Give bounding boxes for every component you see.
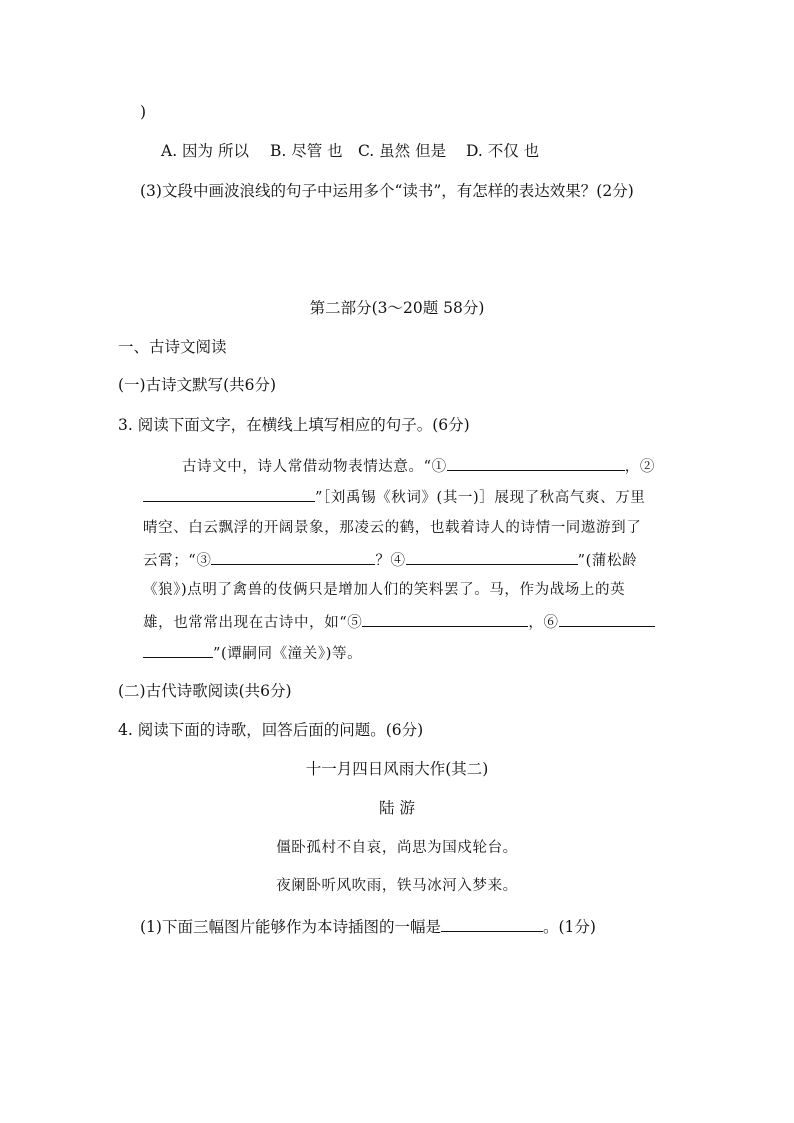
passage-line: ，② <box>624 459 655 475</box>
question-3: 3. 阅读下面文字，在横线上填写相应的句子。(6分) <box>118 416 470 434</box>
section-heading: 一、古诗文阅读 <box>118 338 227 356</box>
answer-blank-6-cont[interactable] <box>143 642 213 658</box>
passage-line: 古诗文中，诗人常借动物表情达意。“① <box>182 459 447 475</box>
question-4-sub-1: (1)下面三幅图片能够作为本诗插图的一幅是 <box>140 918 441 936</box>
option-d: D. 不仅 也 <box>466 142 540 160</box>
answer-blank-2[interactable] <box>143 486 315 502</box>
answer-blank-q4-1[interactable] <box>441 916 543 932</box>
passage-line: 云霄；“③ <box>143 553 212 569</box>
passage-line: ”［刘禹锡《秋词》(其一)］展现了秋高气爽、万里 <box>315 490 646 506</box>
question-4: 4. 阅读下面的诗歌，回答后面的问题。(6分) <box>118 721 424 739</box>
poem-author: 陆 游 <box>379 799 415 817</box>
option-b: B. 尽管 也 <box>270 142 343 160</box>
question-4-sub-1-end: 。(1分) <box>542 918 596 936</box>
subsection-heading-1: (一)古诗文默写(共6分) <box>118 376 277 394</box>
passage-line: 雄，也常常出现在古诗中，如“⑤ <box>143 615 363 631</box>
option-a: A. 因为 所以 <box>161 142 249 160</box>
part2-title: 第二部分(3～20题 58分) <box>309 299 485 317</box>
subsection-heading-2: (二)古代诗歌阅读(共6分) <box>118 682 292 700</box>
passage-line: ，⑥ <box>528 615 559 631</box>
answer-blank-5[interactable] <box>362 611 528 627</box>
poem-line-2: 夜阑卧听风吹雨，铁马冰河入梦来。 <box>276 878 518 894</box>
poem-title: 十一月四日风雨大作(其二) <box>305 760 489 778</box>
passage-line: ”(谭嗣同《潼关》)等。 <box>213 646 363 662</box>
passage-line: ”(蒲松龄 <box>577 553 638 569</box>
poem-line-1: 僵卧孤村不自哀，尚思为国戍轮台。 <box>276 840 518 856</box>
answer-blank-3[interactable] <box>211 549 375 565</box>
top-paren: ) <box>140 103 147 121</box>
answer-blank-4[interactable] <box>406 549 578 565</box>
option-c: C. 虽然 但是 <box>358 142 447 160</box>
question-3-sub: (3)文段中画波浪线的句子中运用多个“读书”，有怎样的表达效果？(2分) <box>140 182 634 200</box>
passage-line: ？④ <box>375 553 406 569</box>
passage-line: 《狼》)点明了禽兽的伎俩只是增加人们的笑料罢了。马，作为战场上的英 <box>143 582 626 598</box>
passage-line: 晴空、白云飘浮的开阔景象，那凌云的鹤，也载着诗人的诗情一同遨游到了 <box>143 520 642 536</box>
answer-blank-6[interactable] <box>559 611 655 627</box>
answer-blank-1[interactable] <box>447 455 625 471</box>
